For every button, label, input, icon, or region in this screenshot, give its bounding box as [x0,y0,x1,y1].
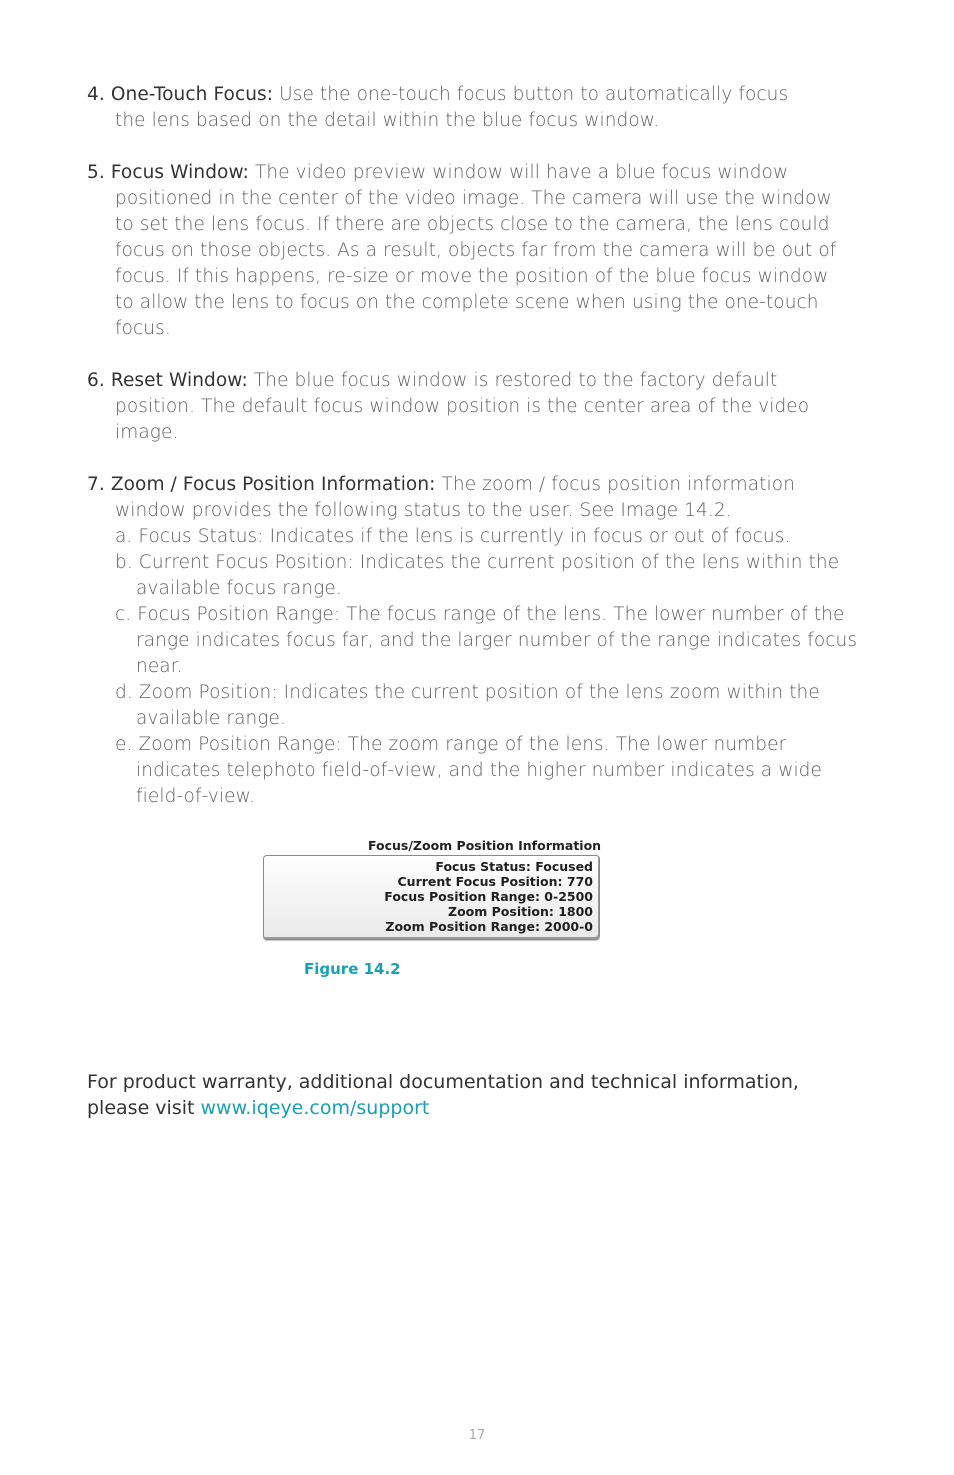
item-heading: 6. Reset Window: [87,370,248,391]
sub-item-text: available focus range. [136,578,342,599]
item-text: focus. [115,318,171,339]
sub-item-text: range indicates focus far, and the larger number of the range indicates focus [136,630,858,651]
item-text: window provides the following status to the user. See Image 14.2. [115,500,732,521]
item-heading: 4. One-Touch Focus: [87,84,274,105]
item-text: positioned in the center of the video image. The camera will use the window [115,188,832,209]
zoom-position-value: Zoom Position: 1800 [448,904,593,919]
item-text: The zoom / focus position information [435,474,796,495]
sub-item-text: b. Current Focus Position: Indicates the current position of the lens within the [115,552,840,573]
figure-panel-title: Focus/Zoom Position Information [368,838,602,853]
support-text: For product warranty, additional documentation and technical information, [87,1071,799,1093]
sub-list [87,524,887,810]
section-zoom-focus-info [87,472,887,810]
sub-item-text: d. Zoom Position: Indicates the current position of the lens zoom within the [115,682,820,703]
sub-item-text: a. Focus Status: Indicates if the lens is currently in focus or out of focus. [115,526,791,547]
item-text: Use the one-touch focus button to automatically focus [273,84,789,105]
focus-status-value: Focus Status: Focused [435,859,593,874]
figure-caption: Figure 14.2 [304,960,401,978]
item-text: to set the lens focus. If there are objects close to the camera, the lens could [115,214,830,235]
support-notice [87,1069,799,1121]
page-number: 17 [468,1428,486,1443]
sub-item-text: e. Zoom Position Range: The zoom range of the lens. The lower number [115,734,787,755]
sub-item-text: c. Focus Position Range: The focus range of the lens. The lower number of the [115,604,845,625]
item-text: focus on those objects. As a result, objects far from the camera will be out of [115,240,837,261]
item-text: focus. If this happens, re-size or move the position of the blue focus window [115,266,829,287]
item-text: The blue focus window is restored to the factory default [247,370,778,391]
sub-item-text: field-of-view. [136,786,256,807]
sub-item-text: indicates telephoto field-of-view, and the higher number indicates a wide [136,760,823,781]
zoom-position-range-value: Zoom Position Range: 2000-0 [385,919,593,934]
item-text: The video preview window will have a blue focus window [249,162,789,183]
item-heading: 5. Focus Window: [87,162,250,183]
sub-item-text: available range. [136,708,287,729]
section-reset-window [87,368,887,446]
item-text: position. The default focus window position is the center area of the video [115,396,810,417]
support-text: please visit [87,1097,201,1119]
item-text: to allow the lens to focus on the complete scene when using the one-touch [115,292,819,313]
item-heading: 7. Zoom / Focus Position Information: [87,474,436,495]
item-text: image. [115,422,179,443]
focus-position-range-value: Focus Position Range: 0-2500 [384,889,593,904]
sub-item-text: near. [136,656,183,677]
current-focus-position-value: Current Focus Position: 770 [397,874,593,889]
section-focus-window [87,160,887,342]
item-text: the lens based on the detail within the blue focus window. [115,110,660,131]
focus-zoom-info-panel [263,855,600,940]
section-one-touch-focus [87,82,887,134]
support-link[interactable]: www.iqeye.com/support [200,1097,430,1119]
